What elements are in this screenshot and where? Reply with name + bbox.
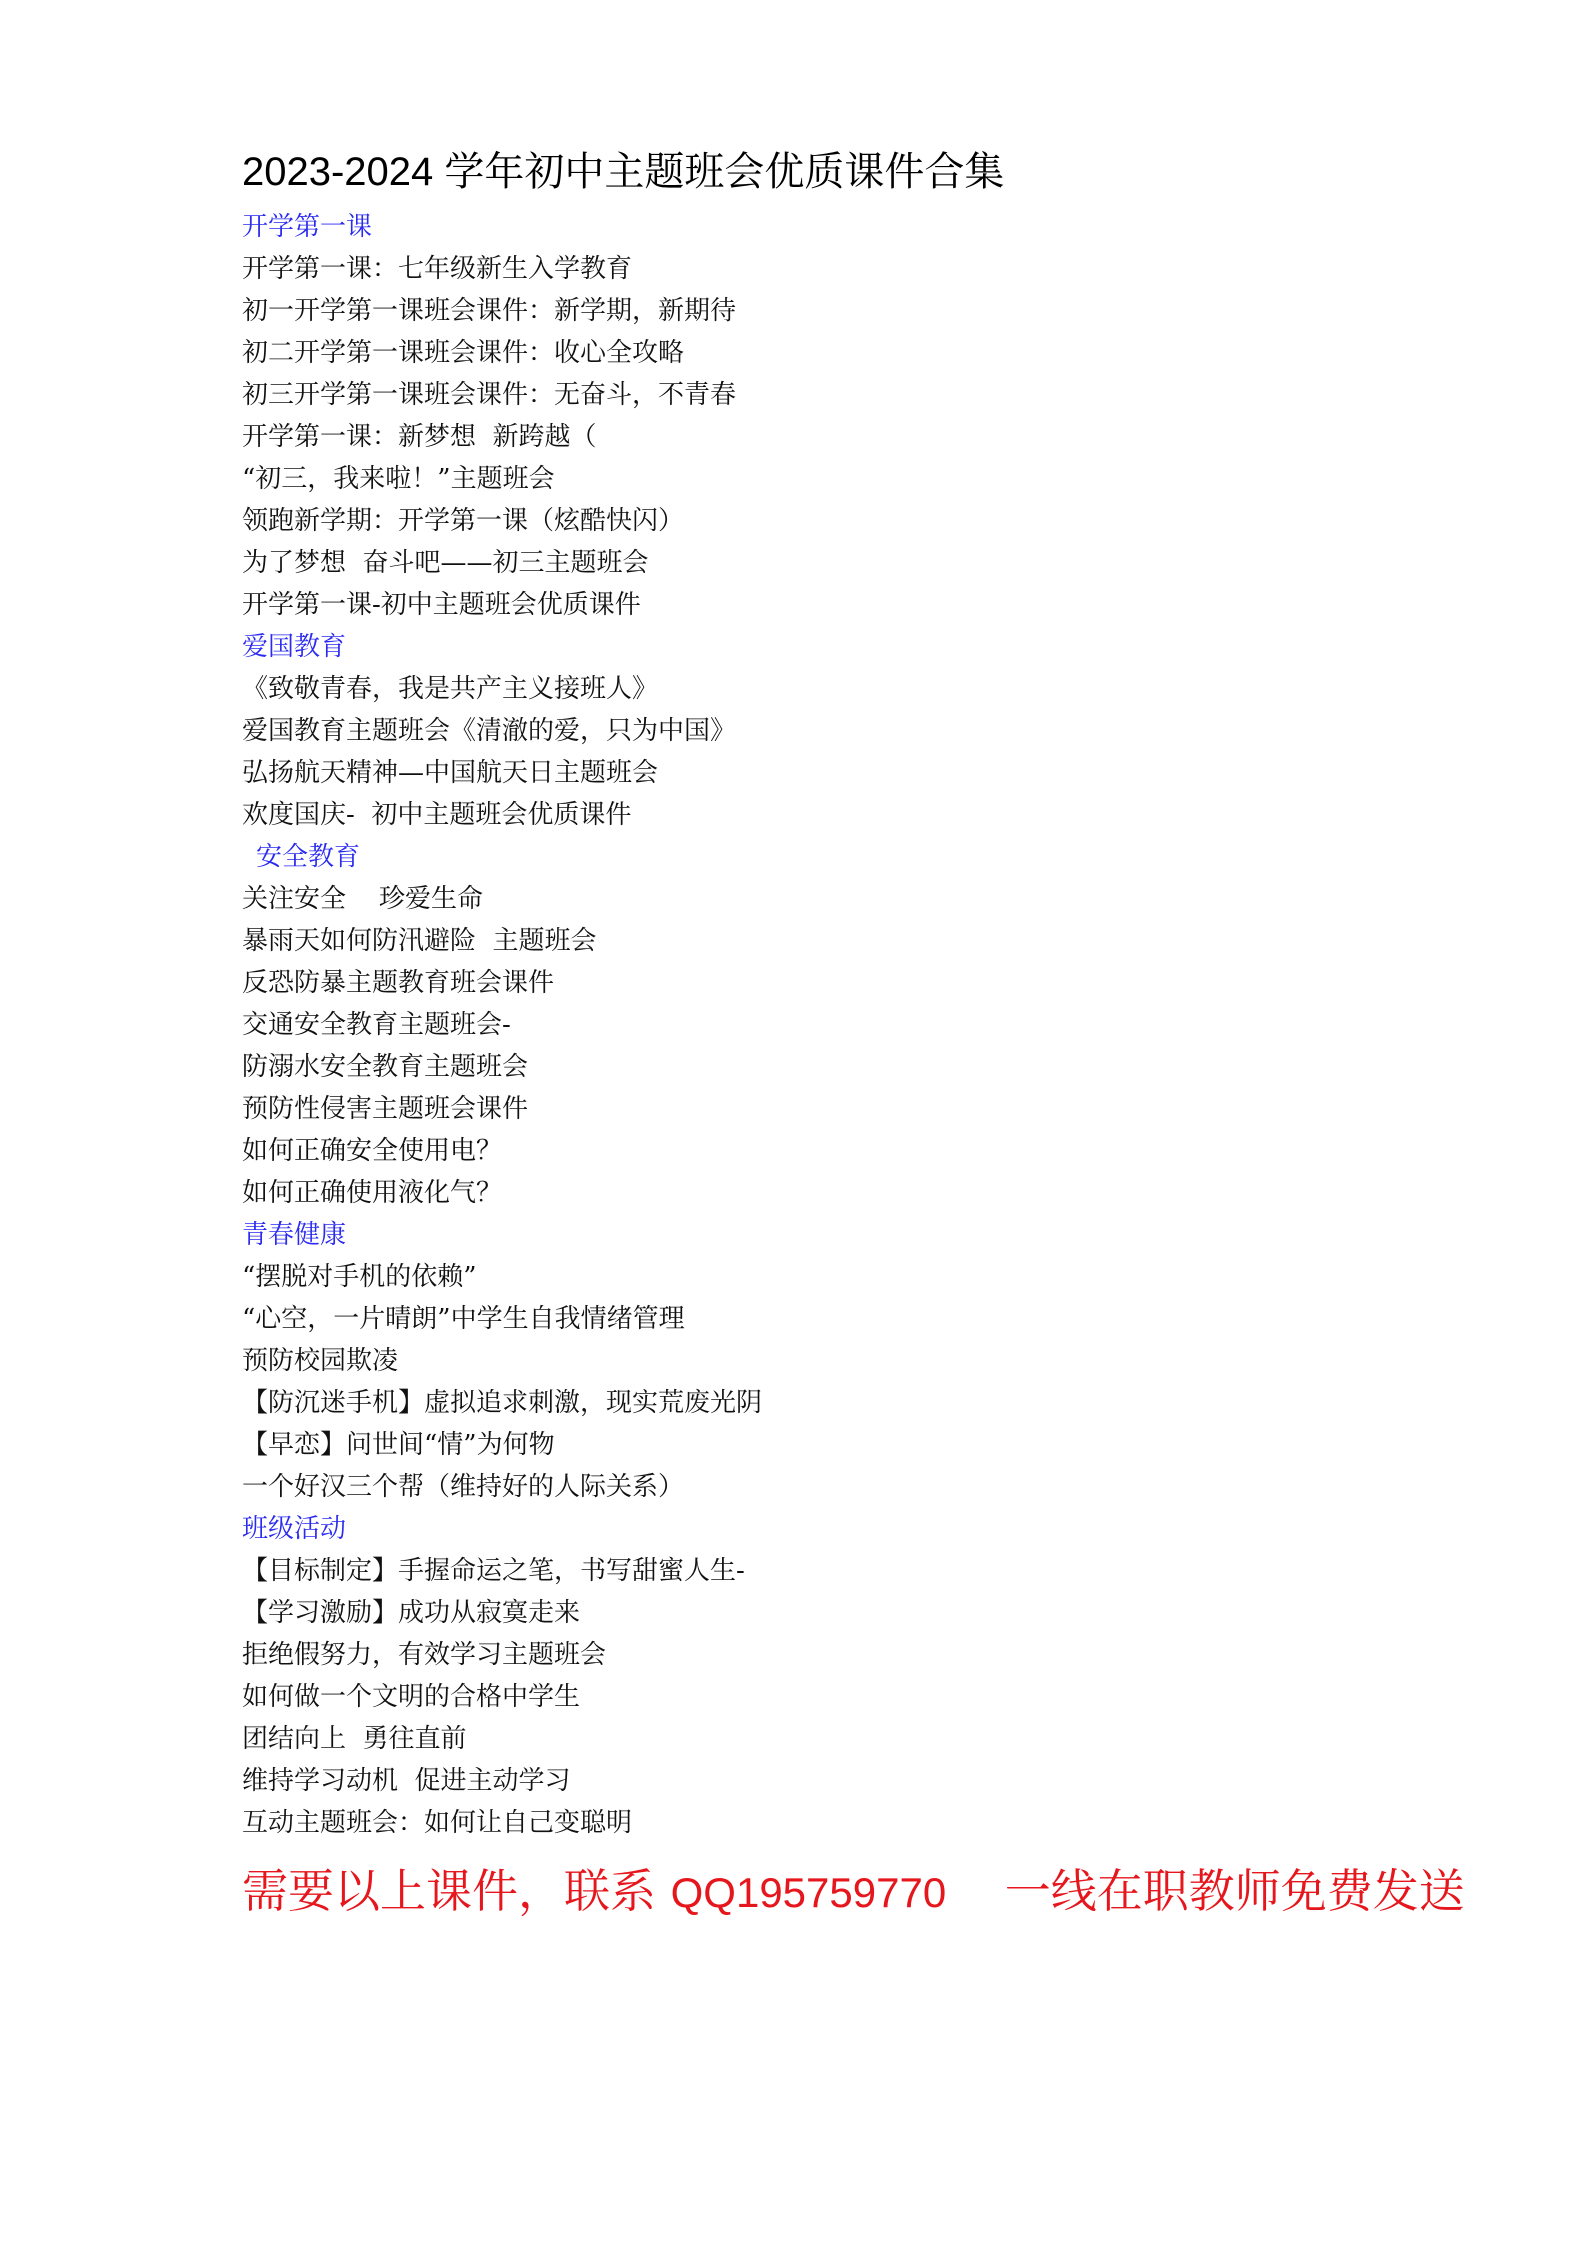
section-heading: 青春健康 (242, 1220, 347, 1250)
list-item: 如何做一个文明的合格中学生 (242, 1682, 581, 1712)
list-item: 为了梦想 奋斗吧——初三主题班会 (242, 548, 649, 578)
list-item: 如何正确使用液化气？ (242, 1178, 503, 1208)
section-youth-health (242, 1214, 1502, 1508)
list-item: 拒绝假努力，有效学习主题班会 (242, 1640, 607, 1670)
list-item: 领跑新学期：开学第一课（炫酷快闪） (242, 506, 685, 536)
list-item: 【学习激励】成功从寂寞走来 (242, 1598, 581, 1628)
document-title: 2023-2024 学年初中主题班会优质课件合集 (242, 150, 1005, 194)
list-item: 初二开学第一课班会课件：收心全攻略 (242, 338, 685, 368)
contact-suffix: 一线在职教师免费发送 (946, 1864, 1465, 1918)
list-item: 团结向上 勇往直前 (242, 1724, 467, 1754)
item-list (242, 248, 1502, 626)
list-item: 暴雨天如何防汛避险 主题班会 (242, 926, 597, 956)
list-item: 如何正确安全使用电？ (242, 1136, 503, 1166)
section-heading: 安全教育 (256, 842, 361, 872)
document-content (242, 142, 1502, 1936)
list-item: 预防性侵害主题班会课件 (242, 1094, 529, 1124)
list-item: 维持学习动机 促进主动学习 (242, 1766, 571, 1796)
list-item: 预防校园欺凌 (242, 1346, 399, 1376)
list-item: 初三开学第一课班会课件：无奋斗，不青春 (242, 380, 737, 410)
list-item: 交通安全教育主题班会- (242, 1010, 511, 1040)
list-item: 开学第一课：新梦想 新跨越（ (242, 422, 597, 452)
section-heading: 班级活动 (242, 1514, 347, 1544)
list-item: 【防沉迷手机】虚拟追求刺激，现实荒废光阴 (242, 1388, 763, 1418)
item-list (242, 668, 1502, 836)
section-heading: 爱国教育 (242, 632, 347, 662)
section-opening-class (242, 206, 1502, 626)
list-item: 一个好汉三个帮（维持好的人际关系） (242, 1472, 685, 1502)
list-item: 反恐防暴主题教育班会课件 (242, 968, 555, 998)
list-item: 互动主题班会：如何让自己变聪明 (242, 1808, 633, 1838)
contact-notice (242, 1848, 1482, 1936)
list-item: 防溺水安全教育主题班会 (242, 1052, 529, 1082)
list-item: “初三，我来啦！”主题班会 (242, 464, 555, 494)
list-item: 《致敬青春，我是共产主义接班人》 (242, 674, 659, 704)
list-item: 开学第一课：七年级新生入学教育 (242, 254, 633, 284)
section-class-activities (242, 1508, 1502, 1844)
item-list (242, 878, 1502, 1214)
list-item: 【早恋】问世间“情”为何物 (242, 1430, 555, 1460)
list-item: 关注安全 珍爱生命 (242, 884, 484, 914)
list-item: 爱国教育主题班会《清澈的爱，只为中国》 (242, 716, 737, 746)
list-item: “摆脱对手机的依赖” (242, 1262, 477, 1292)
list-item: 初一开学第一课班会课件：新学期，新期待 (242, 296, 737, 326)
list-item: 欢度国庆- 初中主题班会优质课件 (242, 800, 632, 830)
item-list (242, 1256, 1502, 1508)
list-item: 【目标制定】手握命运之笔，书写甜蜜人生- (242, 1556, 745, 1586)
item-list (242, 1550, 1502, 1844)
contact-prefix: 需要以上课件，联系 (242, 1864, 671, 1918)
section-patriotic-education (242, 626, 1502, 836)
list-item: “心空，一片晴朗”中学生自我情绪管理 (242, 1304, 685, 1334)
section-heading: 开学第一课 (242, 212, 373, 242)
list-item: 弘扬航天精神—中国航天日主题班会 (242, 758, 659, 788)
section-safety-education (242, 836, 1502, 1214)
list-item: 开学第一课-初中主题班会优质课件 (242, 590, 641, 620)
contact-qq-number: QQ195759770 (670, 1869, 947, 1916)
